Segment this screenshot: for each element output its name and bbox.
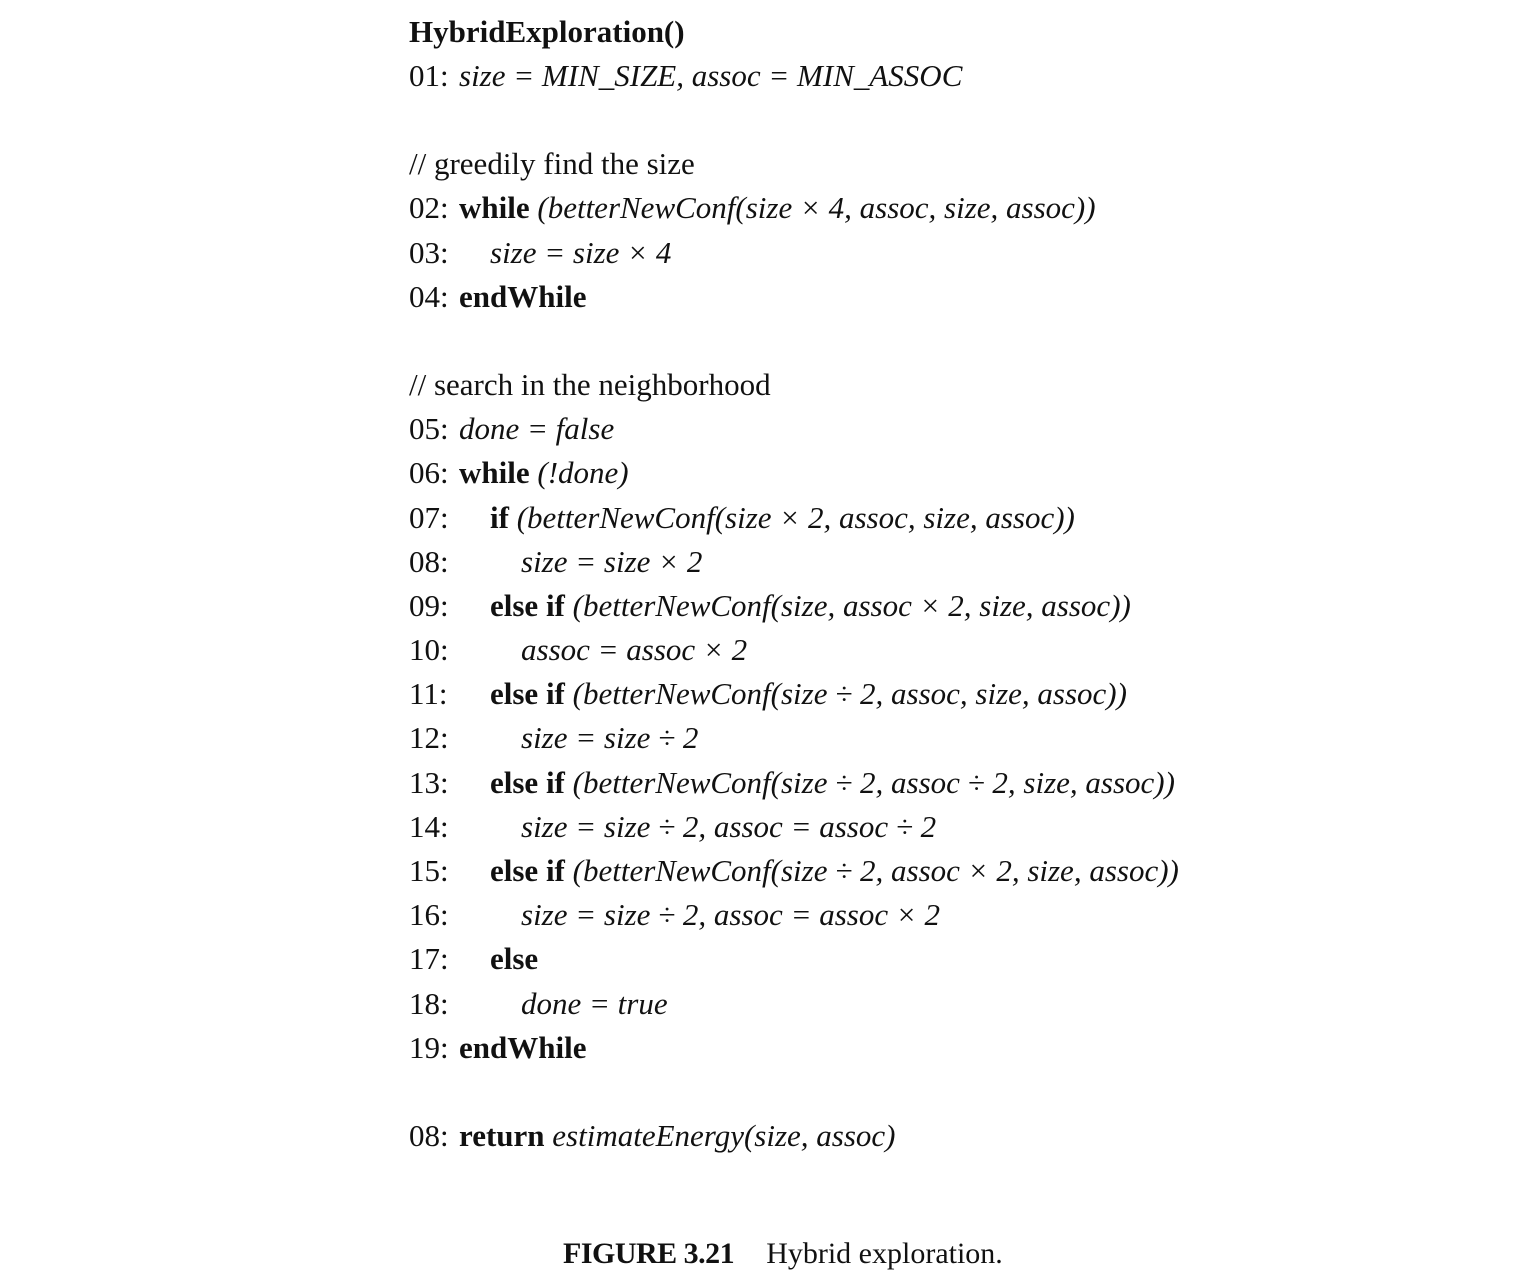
keyword-else: else — [490, 941, 539, 977]
comment-greedy: // greedily find the size — [409, 146, 695, 182]
keyword-endwhile: endWhile — [459, 1029, 587, 1065]
line-number: 06: — [409, 455, 449, 491]
line-number: 10: — [409, 632, 449, 668]
code-line-08 — [409, 540, 1179, 584]
algorithm-listing — [409, 10, 1179, 1158]
line-number: 11: — [409, 676, 448, 712]
code-line-12 — [409, 716, 1179, 760]
figure-caption-text: Hybrid exploration. — [766, 1237, 1003, 1270]
keyword-while: while — [459, 455, 530, 491]
keyword-return: return — [459, 1117, 545, 1153]
keyword-else-if: else if — [490, 764, 565, 800]
code-line-04 — [409, 275, 1179, 319]
code-line-03 — [409, 231, 1179, 275]
code-text: assoc = assoc × 2 — [521, 632, 748, 668]
line-number: 03: — [409, 234, 449, 270]
line-number: 09: — [409, 587, 449, 623]
code-line-return — [409, 1114, 1179, 1158]
code-line-18 — [409, 982, 1179, 1026]
code-line-09 — [409, 584, 1179, 628]
code-text: size = size × 2 — [521, 543, 703, 579]
line-number: 16: — [409, 897, 449, 933]
code-text: (betterNewConf(size ÷ 2, assoc, size, assoc)) — [572, 676, 1127, 712]
code-text: (betterNewConf(size × 2, assoc, size, assoc)) — [516, 499, 1075, 535]
code-line-11 — [409, 672, 1179, 716]
line-number: 13: — [409, 764, 449, 800]
keyword-else-if: else if — [490, 587, 565, 623]
code-line-06 — [409, 451, 1179, 495]
code-line-19 — [409, 1026, 1179, 1070]
code-text: size = size ÷ 2, assoc = assoc ÷ 2 — [521, 808, 937, 844]
algorithm-title: HybridExploration() — [409, 14, 685, 49]
code-line-10 — [409, 628, 1179, 672]
code-line-14 — [409, 805, 1179, 849]
code-text: (betterNewConf(size ÷ 2, assoc × 2, size, assoc)) — [572, 853, 1179, 888]
line-number: 08: — [409, 543, 449, 579]
line-number: 04: — [409, 278, 449, 314]
keyword-else-if: else if — [490, 676, 565, 712]
code-line-07 — [409, 496, 1179, 540]
code-line-16 — [409, 893, 1179, 937]
line-number: 07: — [409, 499, 449, 535]
line-number: 14: — [409, 808, 449, 844]
line-number: 15: — [409, 853, 449, 888]
code-text: size = MIN_SIZE, assoc = MIN_ASSOC — [459, 58, 963, 93]
keyword-while: while — [459, 190, 530, 226]
code-text: (betterNewConf(size × 4, assoc, size, assoc)) — [537, 190, 1096, 226]
line-number: 05: — [409, 411, 449, 447]
line-number: 08: — [409, 1117, 449, 1153]
code-text: size = size ÷ 2, assoc = assoc × 2 — [521, 897, 941, 933]
code-text: (betterNewConf(size ÷ 2, assoc ÷ 2, size, assoc)) — [572, 764, 1175, 800]
line-number: 18: — [409, 985, 449, 1021]
code-text: size = size ÷ 2 — [521, 720, 699, 756]
code-text: estimateEnergy(size, assoc) — [552, 1117, 896, 1153]
code-line-15 — [409, 849, 1179, 893]
code-line-01 — [409, 54, 1179, 98]
line-number: 01: — [409, 58, 449, 93]
code-line-02 — [409, 186, 1179, 230]
figure-caption — [548, 1203, 1003, 1271]
code-line-17 — [409, 937, 1179, 981]
code-text: size = size × 4 — [490, 234, 672, 270]
code-text: done = true — [521, 985, 668, 1021]
line-number: 12: — [409, 720, 449, 756]
code-text: done = false — [459, 411, 615, 447]
line-number: 02: — [409, 190, 449, 226]
code-line-05 — [409, 407, 1179, 451]
figure-label: FIGURE 3.21 — [563, 1237, 735, 1270]
comment-search: // search in the neighborhood — [409, 366, 771, 402]
keyword-endwhile: endWhile — [459, 278, 587, 314]
code-line-13 — [409, 761, 1179, 805]
keyword-else-if: else if — [490, 853, 565, 888]
line-number: 19: — [409, 1029, 449, 1065]
code-text: (betterNewConf(size, assoc × 2, size, assoc)) — [572, 587, 1131, 623]
code-text: (!done) — [537, 455, 629, 491]
line-number: 17: — [409, 941, 449, 977]
keyword-if: if — [490, 499, 509, 535]
